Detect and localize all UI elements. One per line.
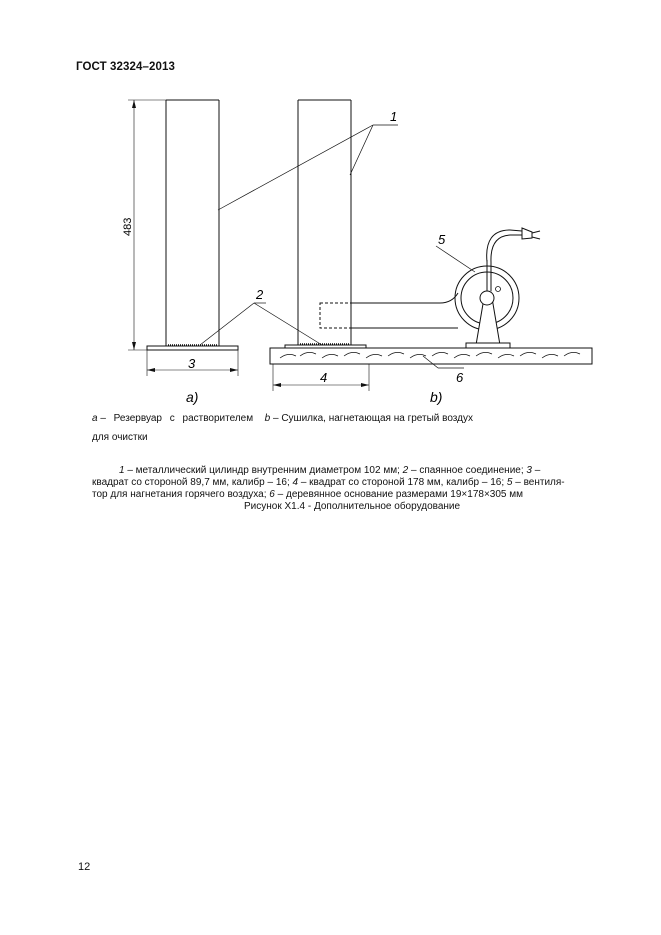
- legend-line-2: [92, 477, 565, 488]
- legend-text-3b: квадрат со стороной 89,7 мм, калибр – 16;: [92, 477, 293, 488]
- air-duct: [320, 293, 458, 328]
- wooden-base: [270, 348, 592, 364]
- dimension-483-label: 483: [122, 217, 134, 236]
- document-header: ГОСТ 32324–2013: [76, 61, 176, 73]
- subfigure-b-label: b): [430, 389, 443, 405]
- callout-1: 1: [390, 109, 398, 124]
- caption-b-letter: b: [264, 413, 271, 424]
- caption-a-text: – Резервуар с растворителем: [100, 413, 254, 424]
- legend-num-5: 5: [506, 477, 513, 488]
- callout-3: 3: [188, 356, 196, 371]
- legend-text-4: – квадрат со стороной 178 мм, калибр – 16;: [298, 477, 507, 488]
- leader-lines: [200, 125, 475, 368]
- legend-num-1: 1: [119, 465, 125, 476]
- caption-a-letter: a: [92, 413, 98, 424]
- legend-line-1: [119, 465, 540, 476]
- blower-fan: [455, 228, 540, 348]
- callout-6: 6: [456, 370, 464, 385]
- square-plate-b: [285, 344, 366, 348]
- cylinder-a: [166, 100, 219, 346]
- callout-4: 4: [320, 370, 328, 385]
- callout-5: 5: [438, 232, 446, 247]
- legend-num-6: 6: [269, 489, 275, 500]
- legend-text-1: – металлический цилиндр внутренним диаметром 102 мм;: [124, 465, 403, 476]
- page-number: 12: [78, 861, 91, 873]
- caption-line-2: для очистки: [92, 432, 148, 443]
- callout-2: 2: [256, 287, 264, 302]
- legend-num-4: 4: [292, 477, 299, 488]
- legend-text-5: – вентиля-: [512, 477, 565, 488]
- legend-text-2: – спаянное соединение;: [408, 465, 527, 476]
- caption-b-text: – Сушилка, нагнетающая на гретый воздух: [273, 413, 473, 424]
- legend-text-3: –: [531, 465, 541, 476]
- square-plate-a: [147, 345, 238, 350]
- figure-title: Рисунок Х1.4 - Дополнительное оборудование: [244, 501, 461, 512]
- legend-text-6: – деревянное основание размерами 19×178×305 мм: [274, 489, 524, 500]
- legend-num-3: 3: [526, 465, 532, 476]
- legend-line-3: [92, 489, 523, 500]
- caption-line-1: [92, 413, 473, 424]
- cylinder-b: [298, 100, 351, 346]
- figure-drawing: [0, 0, 661, 420]
- legend-text-5b: тор для нагнетания горячего воздуха;: [92, 489, 270, 500]
- subfigure-a-label: a): [186, 389, 199, 405]
- legend-num-2: 2: [402, 465, 409, 476]
